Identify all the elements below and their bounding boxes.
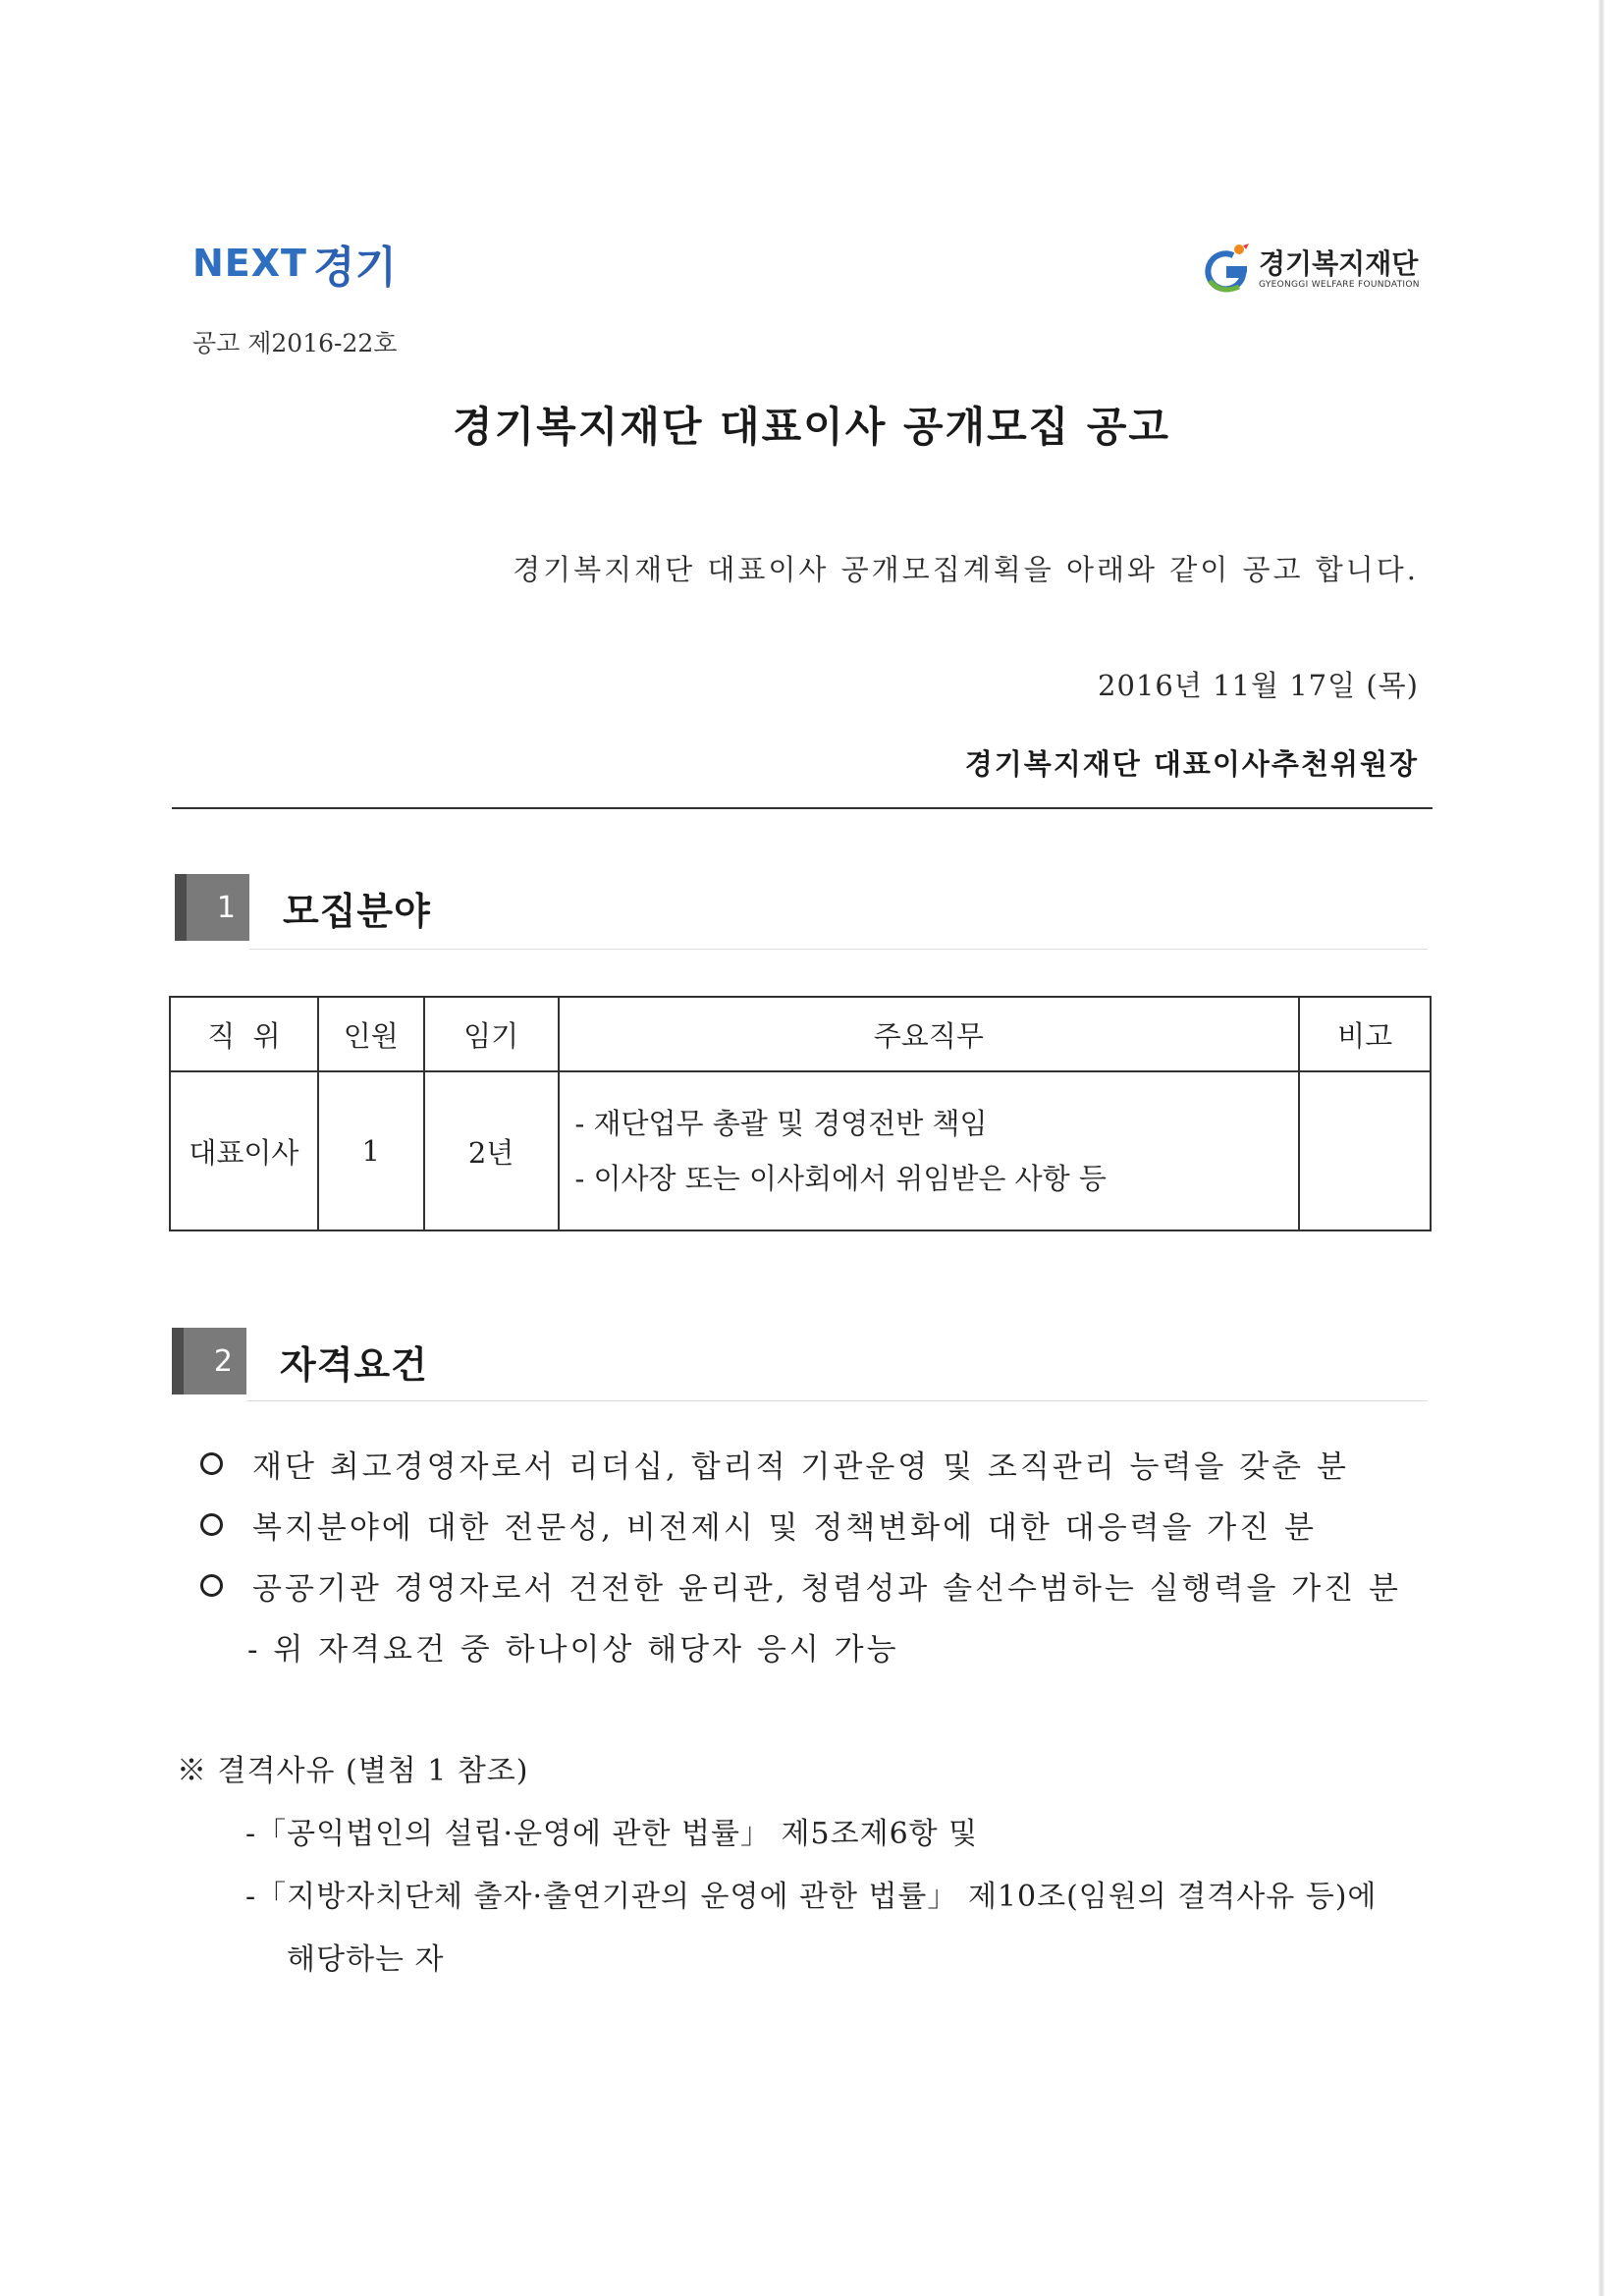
foundation-name: 경기복지재단 [1259,247,1419,280]
duty-item: - 재단업무 총괄 및 경영전반 책임 [574,1107,988,1140]
cell-term: 2년 [424,1071,559,1230]
header-duties: 주요직무 [559,997,1300,1071]
qualification-item [200,1503,1317,1547]
duty-item: - 이사장 또는 이사회에서 위임받은 사항 등 [574,1162,1107,1195]
qualification-text: 복지분야에 대한 전문성, 비전제시 및 정책변화에 대한 대응력을 가진 분 [252,1510,1317,1546]
section-1-header [175,874,431,941]
notice-number: 공고 제2016-22호 [192,329,398,357]
foundation-logo [1204,242,1420,297]
table-row [170,1071,1431,1230]
table-header-row [170,997,1431,1071]
qualification-item [200,1442,1349,1486]
header-count: 인원 [318,997,424,1071]
qualification-text: 공공기관 경영자로서 건전한 윤리관, 청렴성과 솔선수범하는 실행력을 가진 분 [252,1571,1401,1607]
cell-duties [559,1071,1300,1230]
cell-remarks [1299,1071,1431,1230]
section-1-underline [249,949,1428,950]
page-title: 경기복지재단 대표이사 공개모집 공고 [452,403,1171,451]
notice-date: 2016년 11월 17일 (목) [1098,669,1419,702]
scan-edge [1598,0,1604,2296]
header-divider [172,807,1433,809]
section-2-header [172,1328,428,1394]
header-remarks: 비고 [1299,997,1431,1071]
qualification-note: - 위 자격요건 중 하나이상 해당자 응시 가능 [247,1632,899,1667]
next-gyeonggi-logo [192,234,397,293]
cell-count: 1 [318,1071,424,1230]
gyeonggi-logo-text: 경기 [312,243,397,293]
cell-position: 대표이사 [170,1071,318,1230]
intro-text: 경기복지재단 대표이사 공개모집계획을 아래와 같이 공고 합니다. [513,553,1419,586]
qualification-text: 재단 최고경영자로서 리더십, 합리적 기관운영 및 조직관리 능력을 갖춘 분 [252,1449,1349,1485]
section-2-title: 자격요건 [280,1342,428,1387]
disqualification-line: -「공익법인의 설립·운영에 관한 법률」 제5조제6항 및 [245,1817,979,1851]
disqualification-line: 해당하는 자 [287,1942,445,1977]
foundation-emblem-icon [1204,242,1251,297]
disqualification-line: -「지방자치단체 출자·출연기관의 운영에 관한 법률」 제10조(임원의 결격사유 등)에 [245,1880,1378,1914]
qualification-item [200,1563,1401,1608]
section-1-title: 모집분야 [283,889,431,933]
signer: 경기복지재단 대표이사추천위원장 [964,747,1419,781]
section-2-number: 2 [172,1328,246,1394]
bullet-circle-icon [200,1513,223,1536]
next-logo-text: NEXT [192,242,307,285]
section-2-underline [246,1400,1428,1401]
recruitment-table [169,996,1432,1231]
foundation-english-name: GYEONGGI WELFARE FOUNDATION [1259,280,1420,290]
header-position: 직 위 [170,997,318,1071]
disqualification-heading: ※ 결격사유 (별첨 1 참조) [177,1754,529,1788]
bullet-circle-icon [200,1452,223,1475]
bullet-circle-icon [200,1574,223,1597]
section-1-number: 1 [175,874,249,941]
header-term: 임기 [424,997,559,1071]
